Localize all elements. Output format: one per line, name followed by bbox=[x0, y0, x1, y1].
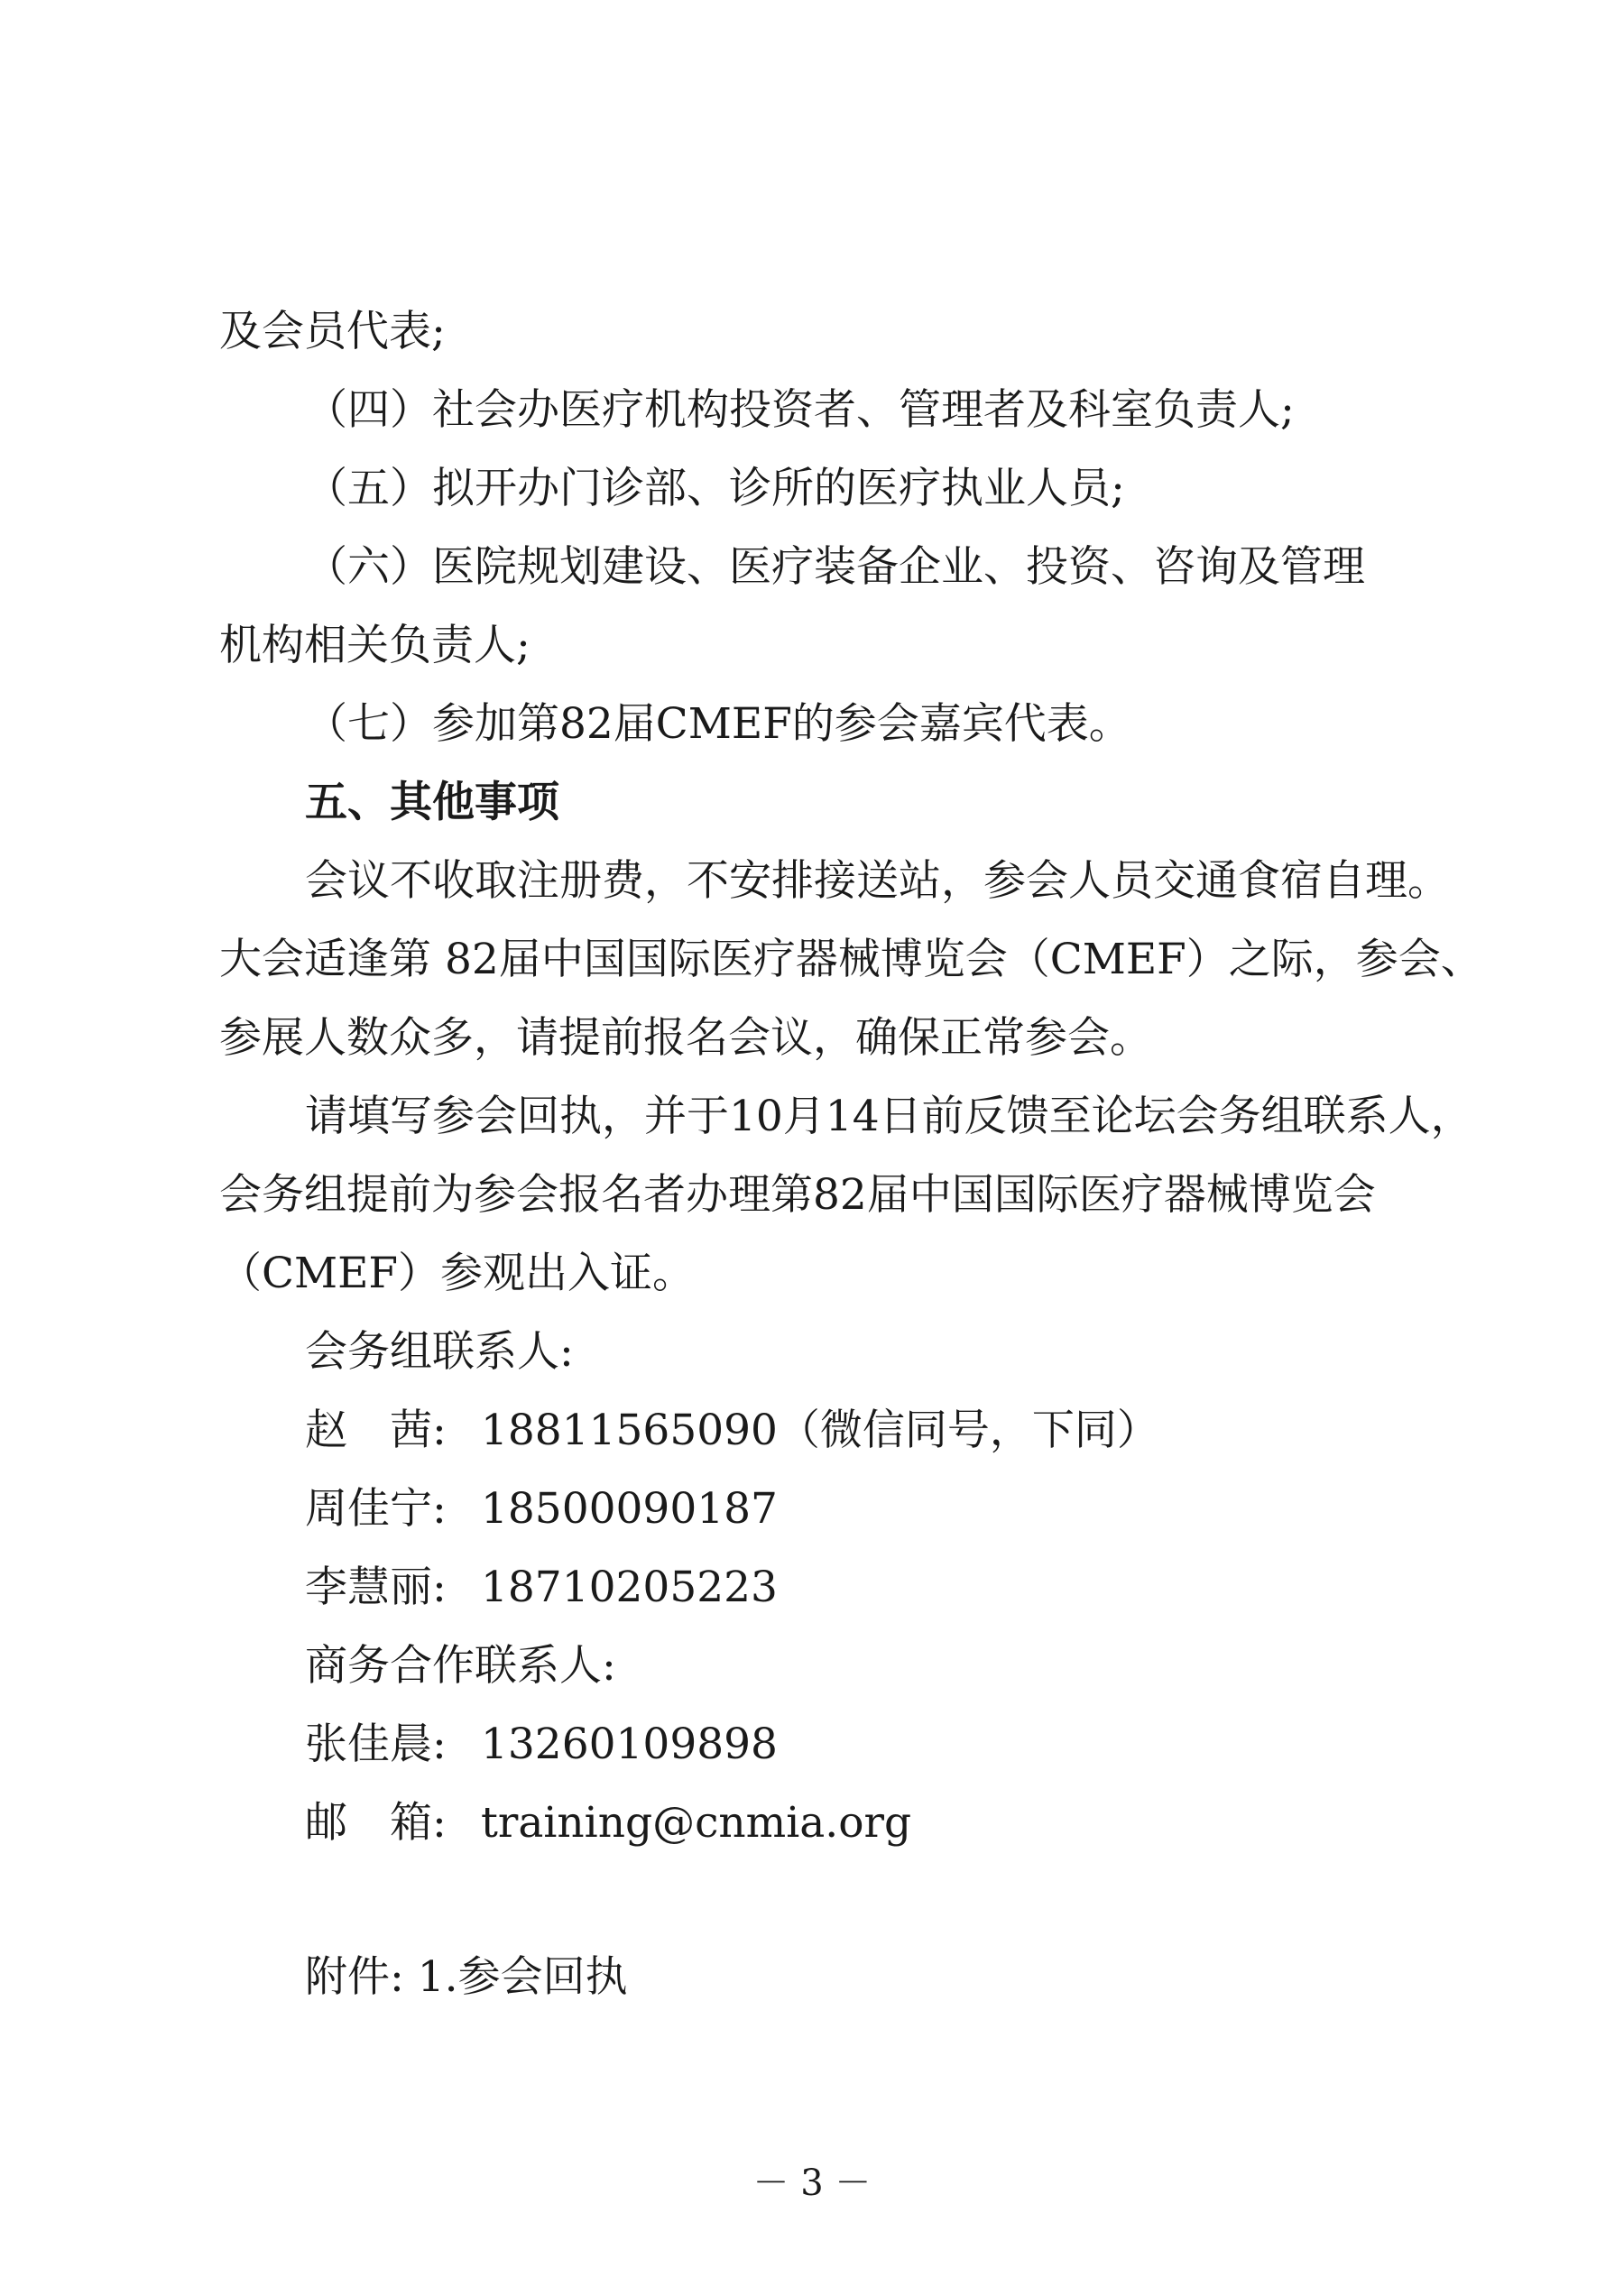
email-address: training@cnmia.org bbox=[481, 1798, 912, 1848]
contact-name: 张佳晨: bbox=[305, 1720, 447, 1769]
contact-phone: 13260109898 bbox=[481, 1720, 778, 1769]
contact-row bbox=[305, 1482, 778, 1536]
body-line: （五）拟开办门诊部、诊所的医疗执业人员; bbox=[305, 464, 1125, 513]
email-row bbox=[305, 1796, 911, 1850]
paragraph-line: （CMEF）参观出入证。 bbox=[219, 1249, 696, 1298]
email-label: 邮 箱: bbox=[305, 1798, 447, 1848]
contact-row bbox=[305, 1561, 778, 1615]
paragraph-line: 会议不收取注册费，不安排接送站，参会人员交通食宿自理。 bbox=[305, 856, 1450, 906]
body-line: 机构相关负责人; bbox=[219, 621, 531, 670]
contact-name: 赵 茜: bbox=[305, 1406, 447, 1455]
business-contact-label: 商务合作联系人: bbox=[305, 1641, 616, 1691]
page-number: － 3 － bbox=[752, 2162, 872, 2204]
contact-name: 李慧丽: bbox=[305, 1563, 447, 1612]
contact-row bbox=[305, 1404, 1159, 1458]
body-line: （七）参加第82届CMEF的参会嘉宾代表。 bbox=[305, 699, 1131, 749]
section-heading: 五、其他事项 bbox=[305, 778, 559, 827]
paragraph-line: 会务组提前为参会报名者办理第82届中国国际医疗器械博览会 bbox=[219, 1170, 1376, 1220]
contact-phone: 18710205223 bbox=[481, 1563, 778, 1612]
contact-row bbox=[305, 1718, 778, 1772]
body-line: 及会员代表; bbox=[219, 307, 446, 356]
paragraph-line: 请填写参会回执，并于10月14日前反馈至论坛会务组联系人， bbox=[305, 1092, 1473, 1141]
contact-phone: 18500090187 bbox=[481, 1484, 778, 1534]
contact-group-label: 会务组联系人: bbox=[305, 1327, 574, 1377]
paragraph-line: 参展人数众多，请提前报名会议，确保正常参会。 bbox=[219, 1013, 1152, 1063]
contact-phone: 18811565090（微信同号，下同） bbox=[481, 1406, 1159, 1455]
attachment-note: 附件: 1.参会回执 bbox=[305, 1952, 628, 2002]
contact-name: 周佳宁: bbox=[305, 1484, 447, 1534]
body-line: （六）医院规划建设、医疗装备企业、投资、咨询及管理 bbox=[305, 542, 1365, 592]
body-line: （四）社会办医疗机构投资者、管理者及科室负责人; bbox=[305, 385, 1295, 435]
paragraph-line: 大会适逢第 82届中国国际医疗器械博览会（CMEF）之际，参会、 bbox=[219, 935, 1483, 984]
